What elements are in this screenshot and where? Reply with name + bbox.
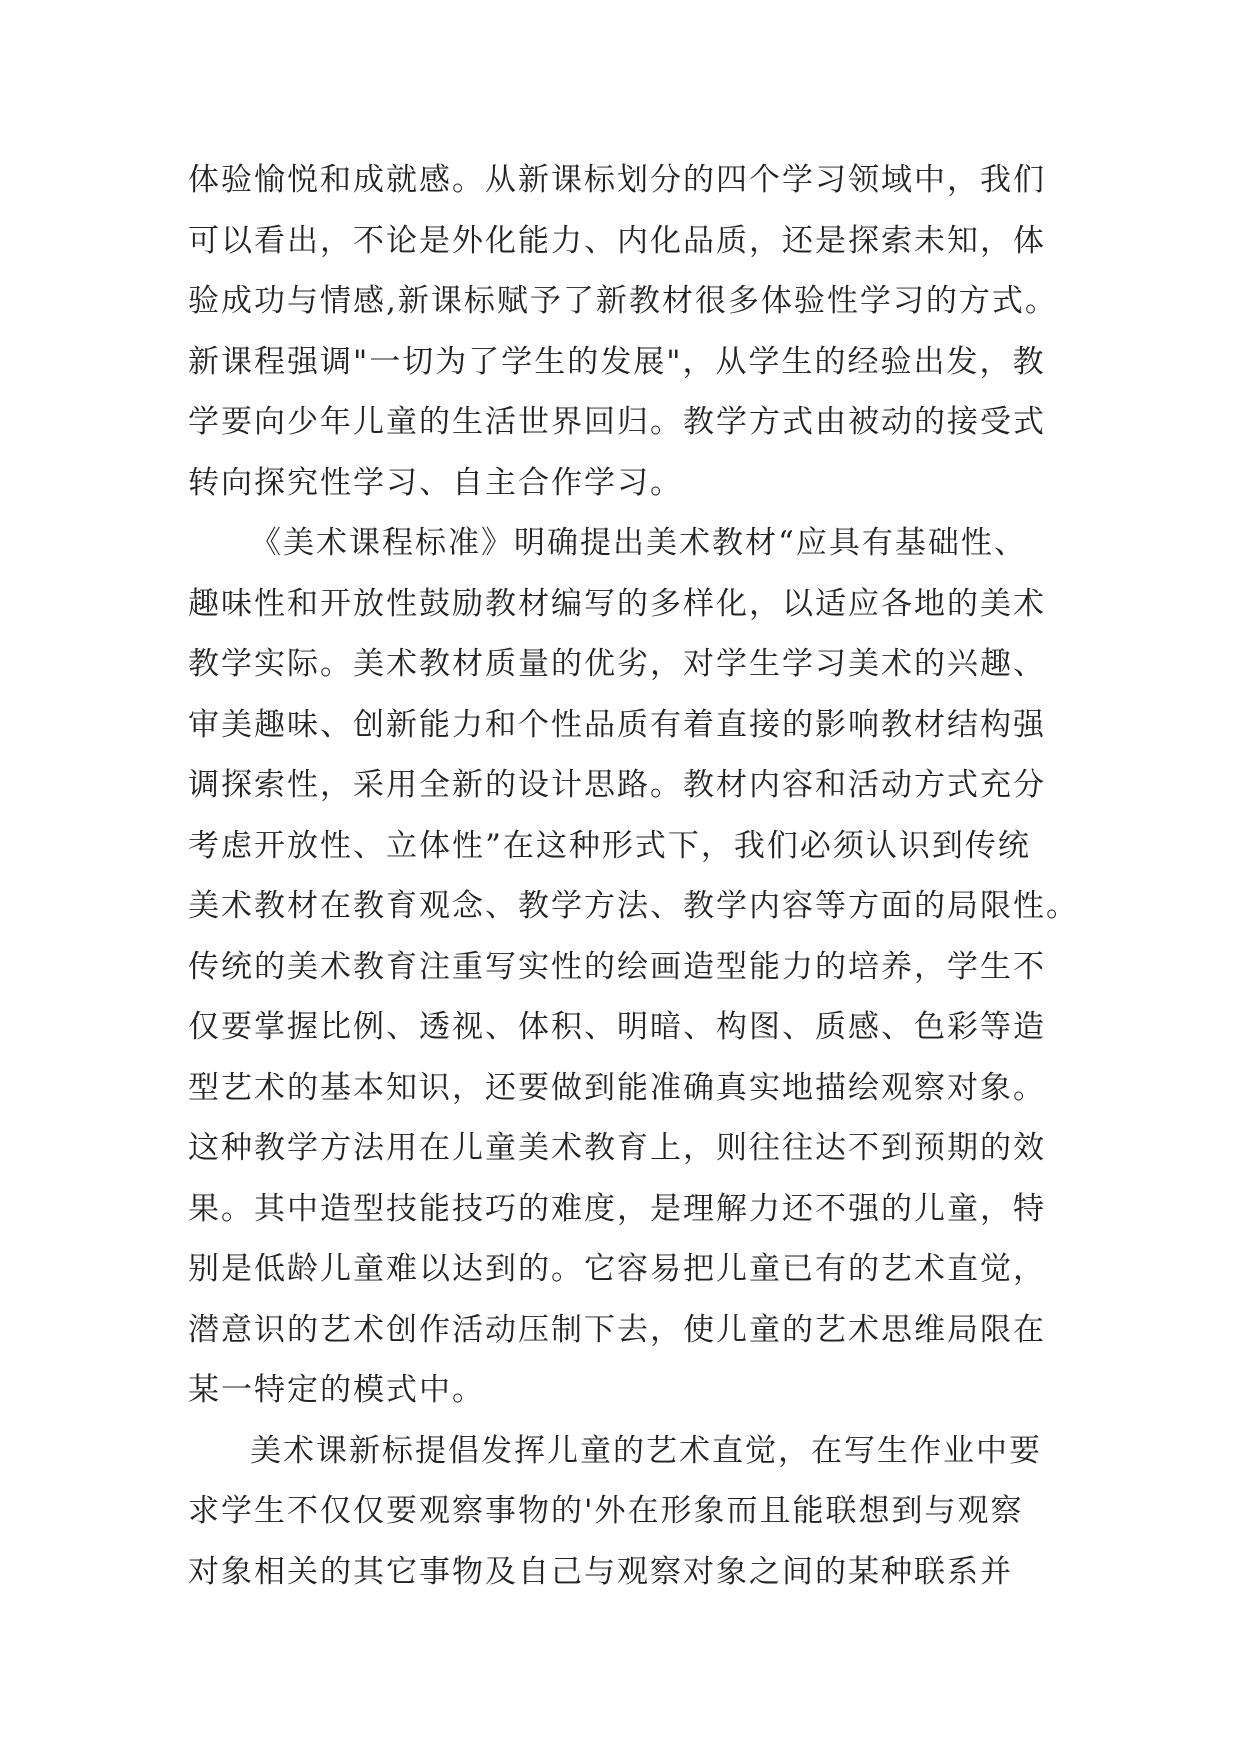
text-line: 验成功与情感,新课标赋予了新教材很多体验性学习的方式。 <box>188 283 1058 319</box>
text-line: 传统的美术教育注重写实性的绘画造型能力的培养，学生不 <box>188 948 1046 985</box>
text-line: 求学生不仅仅要观察事物的'外在形象而且能联想到与观察 <box>188 1493 1024 1529</box>
text-line: 新课程强调"一切为了学生的发展"，从学生的经验出发，教 <box>188 343 1046 380</box>
text-line: 转向探究性学习、自主合作学习。 <box>188 464 683 501</box>
text-line: 审美趣味、创新能力和个性品质有着直接的影响教材结构强 <box>188 706 1046 743</box>
text-line: 果。其中造型技能技巧的难度，是理解力还不强的儿童，特 <box>188 1190 1046 1227</box>
text-line: 型艺术的基本知识，还要做到能准确真实地描绘观察对象。 <box>188 1069 1046 1106</box>
text-line: 对象相关的其它事物及自己与观察对象之间的某种联系并 <box>188 1553 1013 1590</box>
text-line: 这种教学方法用在儿童美术教育上，则往往达不到预期的效 <box>188 1130 1046 1166</box>
paragraph <box>188 513 1079 1421</box>
text-line: 美术教材在教育观念、教学方法、教学内容等方面的局限性。 <box>188 888 1079 924</box>
text-line: 考虑开放性、立体性”在这种形式下，我们必须认识到传统 <box>188 827 1031 864</box>
text-line: 学要向少年儿童的生活世界回归。教学方式由被动的接受式 <box>188 404 1046 440</box>
text-line: 可以看出，不论是外化能力、内化品质，还是探索未知，体 <box>188 222 1046 259</box>
text-line: 某一特定的模式中。 <box>188 1372 485 1408</box>
text-line: 潜意识的艺术创作活动压制下去，使儿童的艺术思维局限在 <box>188 1311 1046 1348</box>
text-line: 调探索性，采用全新的设计思路。教材内容和活动方式充分 <box>188 767 1046 803</box>
text-line: 《美术课程标准》明确提出美术教材“应具有基础性、 <box>250 525 1027 561</box>
text-line: 仅要掌握比例、透视、体积、明暗、构图、质感、色彩等造 <box>188 1009 1046 1045</box>
text-line: 别是低龄儿童难以达到的。它容易把儿童已有的艺术直觉， <box>188 1251 1046 1287</box>
text-line: 体验愉悦和成就感。从新课标划分的四个学习领域中，我们 <box>188 162 1046 198</box>
text-line: 教学实际。美术教材质量的优劣，对学生学习美术的兴趣、 <box>188 646 1046 682</box>
paragraph <box>188 1421 1068 1603</box>
body-text <box>188 150 1079 1602</box>
text-line: 美术课新标提倡发挥儿童的艺术直觉，在写生作业中要 <box>250 1432 1042 1469</box>
paragraph <box>188 150 1068 513</box>
text-line: 趣味性和开放性鼓励教材编写的多样化，以适应各地的美术 <box>188 585 1046 622</box>
